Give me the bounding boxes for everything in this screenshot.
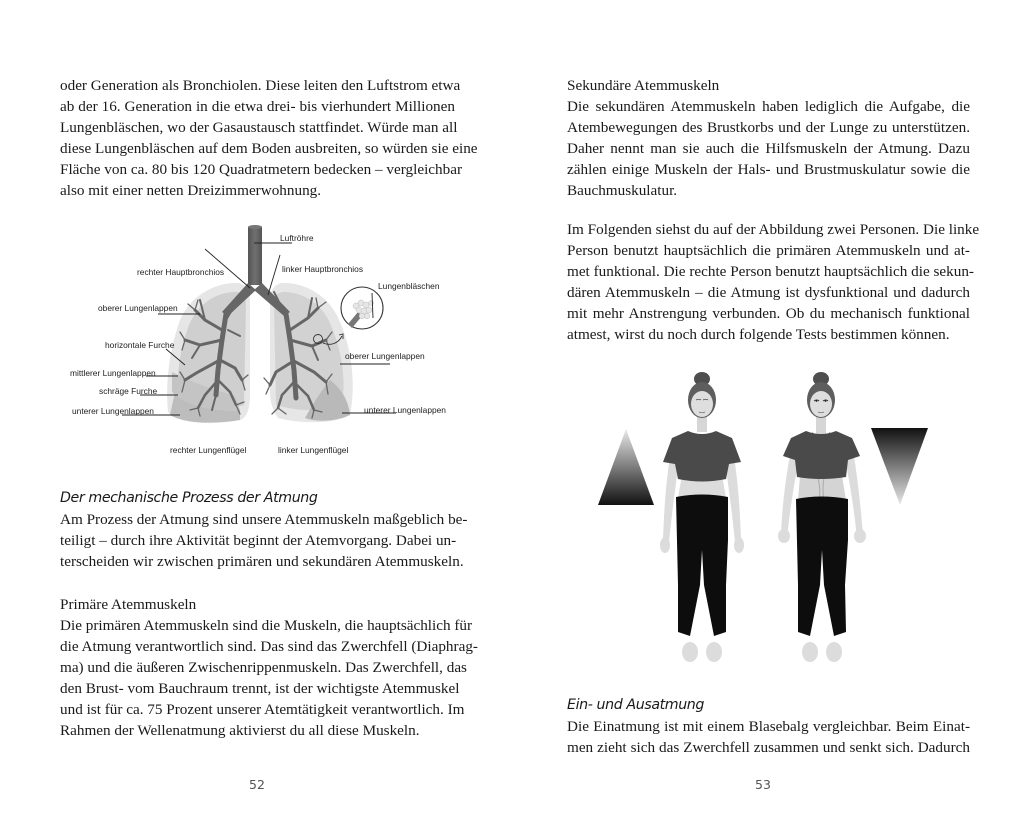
text-line: Fläche von ca. 80 bis 120 Quadratmetern bedecken – vergleichbar bbox=[60, 161, 463, 178]
mechanics-section bbox=[60, 488, 468, 572]
triangle-down-icon bbox=[871, 428, 928, 505]
label-oblique-fissure: schräge Furche bbox=[99, 386, 158, 396]
text-line: met funktional. Die rechte Person benutzt hauptsächlich die sekun- bbox=[567, 263, 974, 280]
label-alveoli: Lungenbläschen bbox=[378, 281, 440, 291]
right-page bbox=[510, 0, 1020, 836]
label-right-lower-lobe: unterer Lungenlappen bbox=[72, 406, 154, 416]
label-horizontal-fissure: horizontale Furche bbox=[105, 340, 175, 350]
text-line: und ist für ca. 75 Prozent unserer Atemtätigkeit verantwortlich. Im bbox=[60, 701, 465, 718]
label-left-upper-lobe: oberer Lungenlappen bbox=[345, 351, 425, 361]
trachea-shape bbox=[248, 227, 262, 285]
text-line: Im Folgenden siehst du auf der Abbildung zwei Personen. Die linke bbox=[567, 221, 980, 238]
text-line: ab der 16. Generation in die etwa drei- bis vierhundert Millionen bbox=[60, 98, 455, 115]
page-number: 52 bbox=[249, 777, 265, 792]
text-line: zählen einige Muskeln der Hals- und Brustmuskulatur sowie die bbox=[567, 161, 970, 178]
label-middle-lobe: mittlerer Lungenlappen bbox=[70, 368, 156, 378]
primary-muscles-section bbox=[60, 594, 478, 741]
text-line: terscheiden wir zwischen primären und sekundären Atemmuskeln. bbox=[60, 553, 464, 570]
inhale-exhale-section bbox=[567, 695, 970, 758]
label-right-lung: rechter Lungenflügel bbox=[170, 445, 247, 455]
functional-breathing-person bbox=[660, 372, 744, 662]
text-line: Die primären Atemmuskeln sind die Muskeln, die hauptsächlich für bbox=[60, 617, 473, 634]
subsection-heading: Primäre Atemmuskeln bbox=[60, 596, 197, 613]
pants bbox=[676, 495, 728, 637]
text-line: Person benutzt hauptsächlich die primären Atemmuskeln und at- bbox=[567, 242, 970, 259]
text-line: Die Einatmung ist mit einem Blasebalg vergleichbar. Beim Einat- bbox=[567, 718, 970, 735]
text-line: Lungenbläschen, wo der Gasaustausch stattfindet. Würde man all bbox=[60, 119, 458, 136]
dysfunctional-breathing-person bbox=[778, 372, 866, 662]
text-line: Atembewegungen des Brustkorbs und der Lunge zu unterstützen. bbox=[567, 119, 970, 136]
alveoli-callout-icon bbox=[341, 287, 383, 329]
text-line: ma) und die äußeren Zwischenrippenmuskeln. Das Zwerchfell, das bbox=[60, 659, 467, 676]
text-line: Am Prozess der Atmung sind unsere Atemmuskeln maßgeblich be- bbox=[60, 511, 468, 528]
text-line: also mit einer netten Dreizimmerwohnung. bbox=[60, 182, 322, 199]
label-left-lung: linker Lungenflügel bbox=[278, 445, 349, 455]
text-line: dären Atemmuskeln – die Atmung ist dysfunktional und dadurch bbox=[567, 284, 970, 301]
text-line: Rahmen der Wellenatmung aktivierst du all diese Muskeln. bbox=[60, 722, 420, 739]
text-line: Bauchmuskulatur. bbox=[567, 182, 678, 199]
intro-paragraph bbox=[60, 75, 478, 201]
text-line: diese Lungenbläschen auf dem Boden ausbreiten, so würden sie eine bbox=[60, 140, 478, 157]
label-trachea: Luftröhre bbox=[280, 233, 314, 243]
text-line: Daher nennt man sie auch die Hilfsmuskeln der Atmung. Dazu bbox=[567, 140, 970, 157]
section-heading: Ein- und Ausatmung bbox=[567, 697, 704, 713]
figure-intro-paragraph bbox=[567, 219, 980, 345]
text-line: oder Generation als Bronchiolen. Diese leiten den Luftstrom etwa bbox=[60, 77, 461, 94]
text-line: teiligt – durch ihre Aktivität beginnt der Atemvorgang. Dabei un- bbox=[60, 532, 457, 549]
lung-diagram bbox=[60, 220, 460, 465]
text-line: men zieht sich das Zwerchfell zusammen und senkt sich. Dadurch bbox=[567, 739, 970, 756]
label-right-main-bronchus: rechter Hauptbronchios bbox=[137, 267, 225, 277]
triangle-up-icon bbox=[598, 429, 654, 505]
text-line: die Atmung verantwortlich sind. Das sind das Zwerchfell (Diaphrag- bbox=[60, 638, 478, 655]
text-line: den Brust- vom Bauchraum trennt, ist der wichtigste Atemmuskel bbox=[60, 680, 460, 697]
section-heading: Der mechanische Prozess der Atmung bbox=[60, 490, 318, 506]
label-right-upper-lobe: oberer Lungenlappen bbox=[98, 303, 178, 313]
text-line: Die sekundären Atemmuskeln haben lediglich die Aufgabe, die bbox=[567, 98, 970, 115]
text-line: atmest, wirst du noch durch folgende Tests bestimmen können. bbox=[567, 326, 950, 343]
secondary-muscles-section bbox=[567, 75, 970, 201]
subsection-heading: Sekundäre Atemmuskeln bbox=[567, 77, 720, 94]
label-left-lower-lobe: unterer Lungenlappen bbox=[364, 405, 446, 415]
breathing-figure bbox=[590, 365, 950, 665]
page-number: 53 bbox=[755, 777, 771, 792]
pants bbox=[796, 497, 848, 637]
text-line: mit mehr Anstrengung verbunden. Ob du mechanisch funktional bbox=[567, 305, 970, 322]
label-left-main-bronchus: linker Hauptbronchios bbox=[282, 264, 364, 274]
